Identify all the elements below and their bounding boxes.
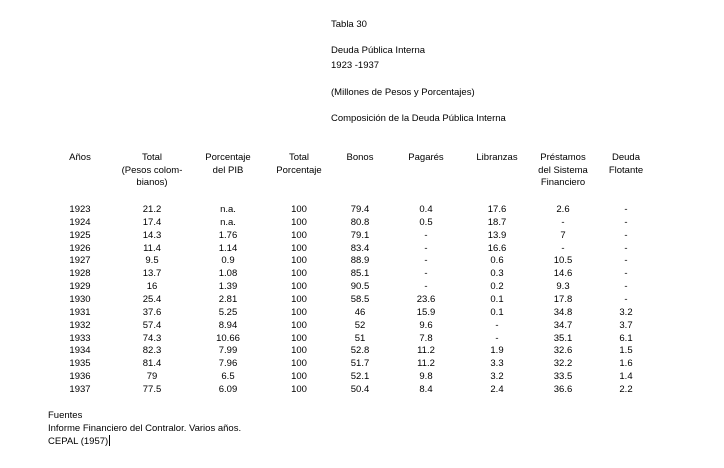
table-cell: 6.5	[221, 371, 235, 383]
table-cell: 2.2	[619, 383, 633, 395]
table-cell: 57.4	[142, 319, 162, 331]
table-cell: 82.3	[142, 345, 162, 357]
table-cell: 74.3	[142, 332, 162, 344]
sources-block	[48, 409, 241, 448]
table-cell: 3.2	[490, 371, 504, 383]
table-cell: 5.25	[218, 306, 238, 318]
table-cell: 52.8	[350, 345, 370, 357]
column-header: Deuda Flotante	[608, 152, 644, 176]
table-cell: 1.5	[619, 345, 633, 357]
table-cell: 100	[291, 319, 307, 331]
table-cell: 34.8	[553, 306, 573, 318]
source-line: Informe Financiero del Contralor. Varios años.	[48, 423, 242, 434]
table-cell: 11.2	[417, 345, 435, 357]
table-cell: 7.8	[419, 332, 433, 344]
table-cell: 10.66	[216, 332, 240, 344]
table-cell: 77.5	[142, 383, 162, 395]
table-cell: 51.7	[350, 358, 370, 370]
table-cell: 100	[291, 204, 307, 215]
table-cell: 100	[291, 383, 307, 395]
table-cell: 16.6	[487, 242, 507, 254]
table-cell: 17.6	[487, 204, 507, 215]
table-cell: 58.5	[350, 293, 370, 305]
table-cell: 17.4	[142, 216, 162, 228]
table-cell: 100	[291, 255, 307, 267]
table-cell: 100	[291, 358, 307, 370]
table-cell: 37.6	[142, 306, 162, 318]
column-header: Años	[69, 152, 91, 163]
table-cell: 46	[354, 306, 366, 318]
row-year: 1933	[69, 332, 91, 344]
table-cell: 79.1	[350, 229, 370, 241]
table-cell: 90.5	[350, 281, 370, 293]
table-cell: 1.9	[490, 345, 504, 357]
table-cell: 0.3	[490, 268, 504, 280]
table-cell: -	[424, 281, 428, 293]
table-cell: 8.94	[218, 319, 238, 331]
column-header: Total Porcentaje	[276, 152, 322, 176]
table-cell: 13.7	[142, 268, 162, 280]
table-cell: 100	[291, 268, 307, 280]
table-cell: 3.7	[619, 319, 633, 331]
table-cell: 32.2	[553, 358, 573, 370]
row-year: 1927	[69, 255, 91, 267]
table-cell: 100	[291, 306, 307, 318]
table-cell: 9.5	[145, 255, 159, 267]
table-cell: 14.3	[142, 229, 162, 241]
table-cell: 1.39	[218, 281, 238, 293]
table-cell: 11.2	[417, 358, 435, 370]
table-cell: 17.8	[553, 293, 573, 305]
table-cell: 10.5	[553, 255, 573, 267]
column-header: Porcentaje del PIB	[205, 152, 251, 176]
row-year: 1929	[69, 281, 91, 293]
table-cell: 100	[291, 371, 307, 383]
table-cell: 1.4	[619, 371, 633, 383]
table-cell: 9.6	[419, 319, 433, 331]
table-cell: 100	[291, 242, 307, 254]
table-cell: 6.09	[218, 383, 238, 395]
table-cell: -	[624, 293, 628, 305]
table-cell: -	[624, 268, 628, 280]
table-cell: -	[624, 229, 628, 241]
table-cell: 2.6	[556, 204, 570, 215]
composition-heading: Composición de la Deuda Pública Interna	[331, 113, 506, 124]
table-cell: 36.6	[553, 383, 573, 395]
source-line: CEPAL (1957)	[48, 436, 109, 447]
table-cell: 0.1	[490, 306, 504, 318]
table-cell: 100	[291, 293, 307, 305]
table-cell: 9.3	[556, 281, 570, 293]
table-cell: 14.6	[553, 268, 573, 280]
table-cell: 88.9	[350, 255, 370, 267]
table-cell: 13.9	[487, 229, 507, 241]
row-year: 1925	[69, 229, 91, 241]
table-cell: -	[495, 332, 499, 344]
table-cell: 50.4	[350, 383, 370, 395]
table-cell: 8.4	[419, 383, 433, 395]
row-year: 1931	[69, 306, 91, 318]
table-cell: 0.9	[221, 255, 235, 267]
column-header: Libranzas	[476, 152, 518, 163]
table-cell: 7.96	[218, 358, 238, 370]
table-cell: 35.1	[553, 332, 573, 344]
table-cell: 51	[354, 332, 366, 344]
row-year: 1932	[69, 319, 91, 331]
table-cell: -	[561, 242, 565, 254]
table-cell: -	[624, 281, 628, 293]
table-cell: 0.1	[490, 293, 504, 305]
table-cell: -	[561, 216, 565, 228]
table-title: Tabla 30	[331, 19, 367, 30]
table-cell: n.a.	[220, 216, 236, 228]
table-cell: 79.4	[350, 204, 370, 215]
row-year: 1936	[69, 371, 91, 383]
table-cell: -	[424, 255, 428, 267]
table-cell: 100	[291, 229, 307, 241]
row-year: 1934	[69, 345, 91, 357]
table-cell: -	[624, 242, 628, 254]
table-cell: 3.3	[490, 358, 504, 370]
sources-heading: Fuentes	[48, 410, 83, 421]
table-cell: 7.99	[218, 345, 238, 357]
table-cell: 33.5	[553, 371, 573, 383]
table-cell: 81.4	[142, 358, 162, 370]
row-year: 1935	[69, 358, 91, 370]
text-cursor	[109, 435, 110, 446]
table-cell: 79	[146, 371, 158, 383]
table-cell: 9.8	[419, 371, 433, 383]
table-cell: 7	[560, 229, 566, 241]
table-cell: -	[424, 229, 428, 241]
table-cell: 3.2	[619, 306, 633, 318]
table-cell: -	[624, 255, 628, 267]
table-cell: 0.5	[419, 216, 433, 228]
table-cell: 25.4	[142, 293, 162, 305]
table-cell: 15.9	[416, 306, 436, 318]
table-cell: 34.7	[553, 319, 573, 331]
table-cell: 100	[291, 345, 307, 357]
table-cell: 2.4	[490, 383, 504, 395]
table-cell: -	[495, 319, 499, 331]
table-cell: 6.1	[619, 332, 633, 344]
table-cell: 11.4	[143, 242, 161, 254]
row-year: 1924	[69, 216, 91, 228]
table-cell: 83.4	[350, 242, 370, 254]
table-cell: 1.76	[218, 229, 238, 241]
table-cell: 21.2	[142, 204, 162, 215]
table-cell: 2.81	[218, 293, 238, 305]
row-year: 1923	[69, 204, 91, 215]
table-cell: 0.2	[490, 281, 504, 293]
column-header: Total (Pesos colom- bianos)	[121, 152, 183, 188]
table-cell: -	[424, 268, 428, 280]
table-cell: -	[424, 242, 428, 254]
table-cell: 52.1	[350, 371, 370, 383]
table-cell: 23.6	[416, 293, 436, 305]
table-cell: 0.6	[490, 255, 504, 267]
units-note: (Millones de Pesos y Porcentajes)	[331, 87, 475, 98]
table-cell: 100	[291, 216, 307, 228]
years-range: 1923 -1937	[331, 60, 380, 71]
row-year: 1930	[69, 293, 91, 305]
table-cell: 1.14	[218, 242, 238, 254]
table-cell: n.a.	[220, 204, 236, 215]
table-cell: -	[624, 204, 628, 215]
table-cell: 80.8	[350, 216, 370, 228]
table-cell: 1.6	[619, 358, 633, 370]
table-cell: -	[624, 216, 628, 228]
table-cell: 1.08	[218, 268, 238, 280]
table-cell: 52	[354, 319, 366, 331]
table-cell: 100	[291, 281, 307, 293]
table-cell: 0.4	[419, 204, 433, 215]
column-header: Pagarés	[408, 152, 444, 163]
table-cell: 32.6	[553, 345, 573, 357]
table-cell: 100	[291, 332, 307, 344]
row-year: 1937	[69, 383, 91, 395]
column-header: Préstamos del Sistema Financiero	[538, 152, 588, 188]
table-cell: 16	[146, 281, 158, 293]
table-cell: 85.1	[350, 268, 370, 280]
column-header: Bonos	[346, 152, 374, 163]
table-cell: 18.7	[487, 216, 507, 228]
row-year: 1926	[69, 242, 91, 254]
table-subtitle: Deuda Pública Interna	[331, 45, 426, 56]
row-year: 1928	[69, 268, 91, 280]
